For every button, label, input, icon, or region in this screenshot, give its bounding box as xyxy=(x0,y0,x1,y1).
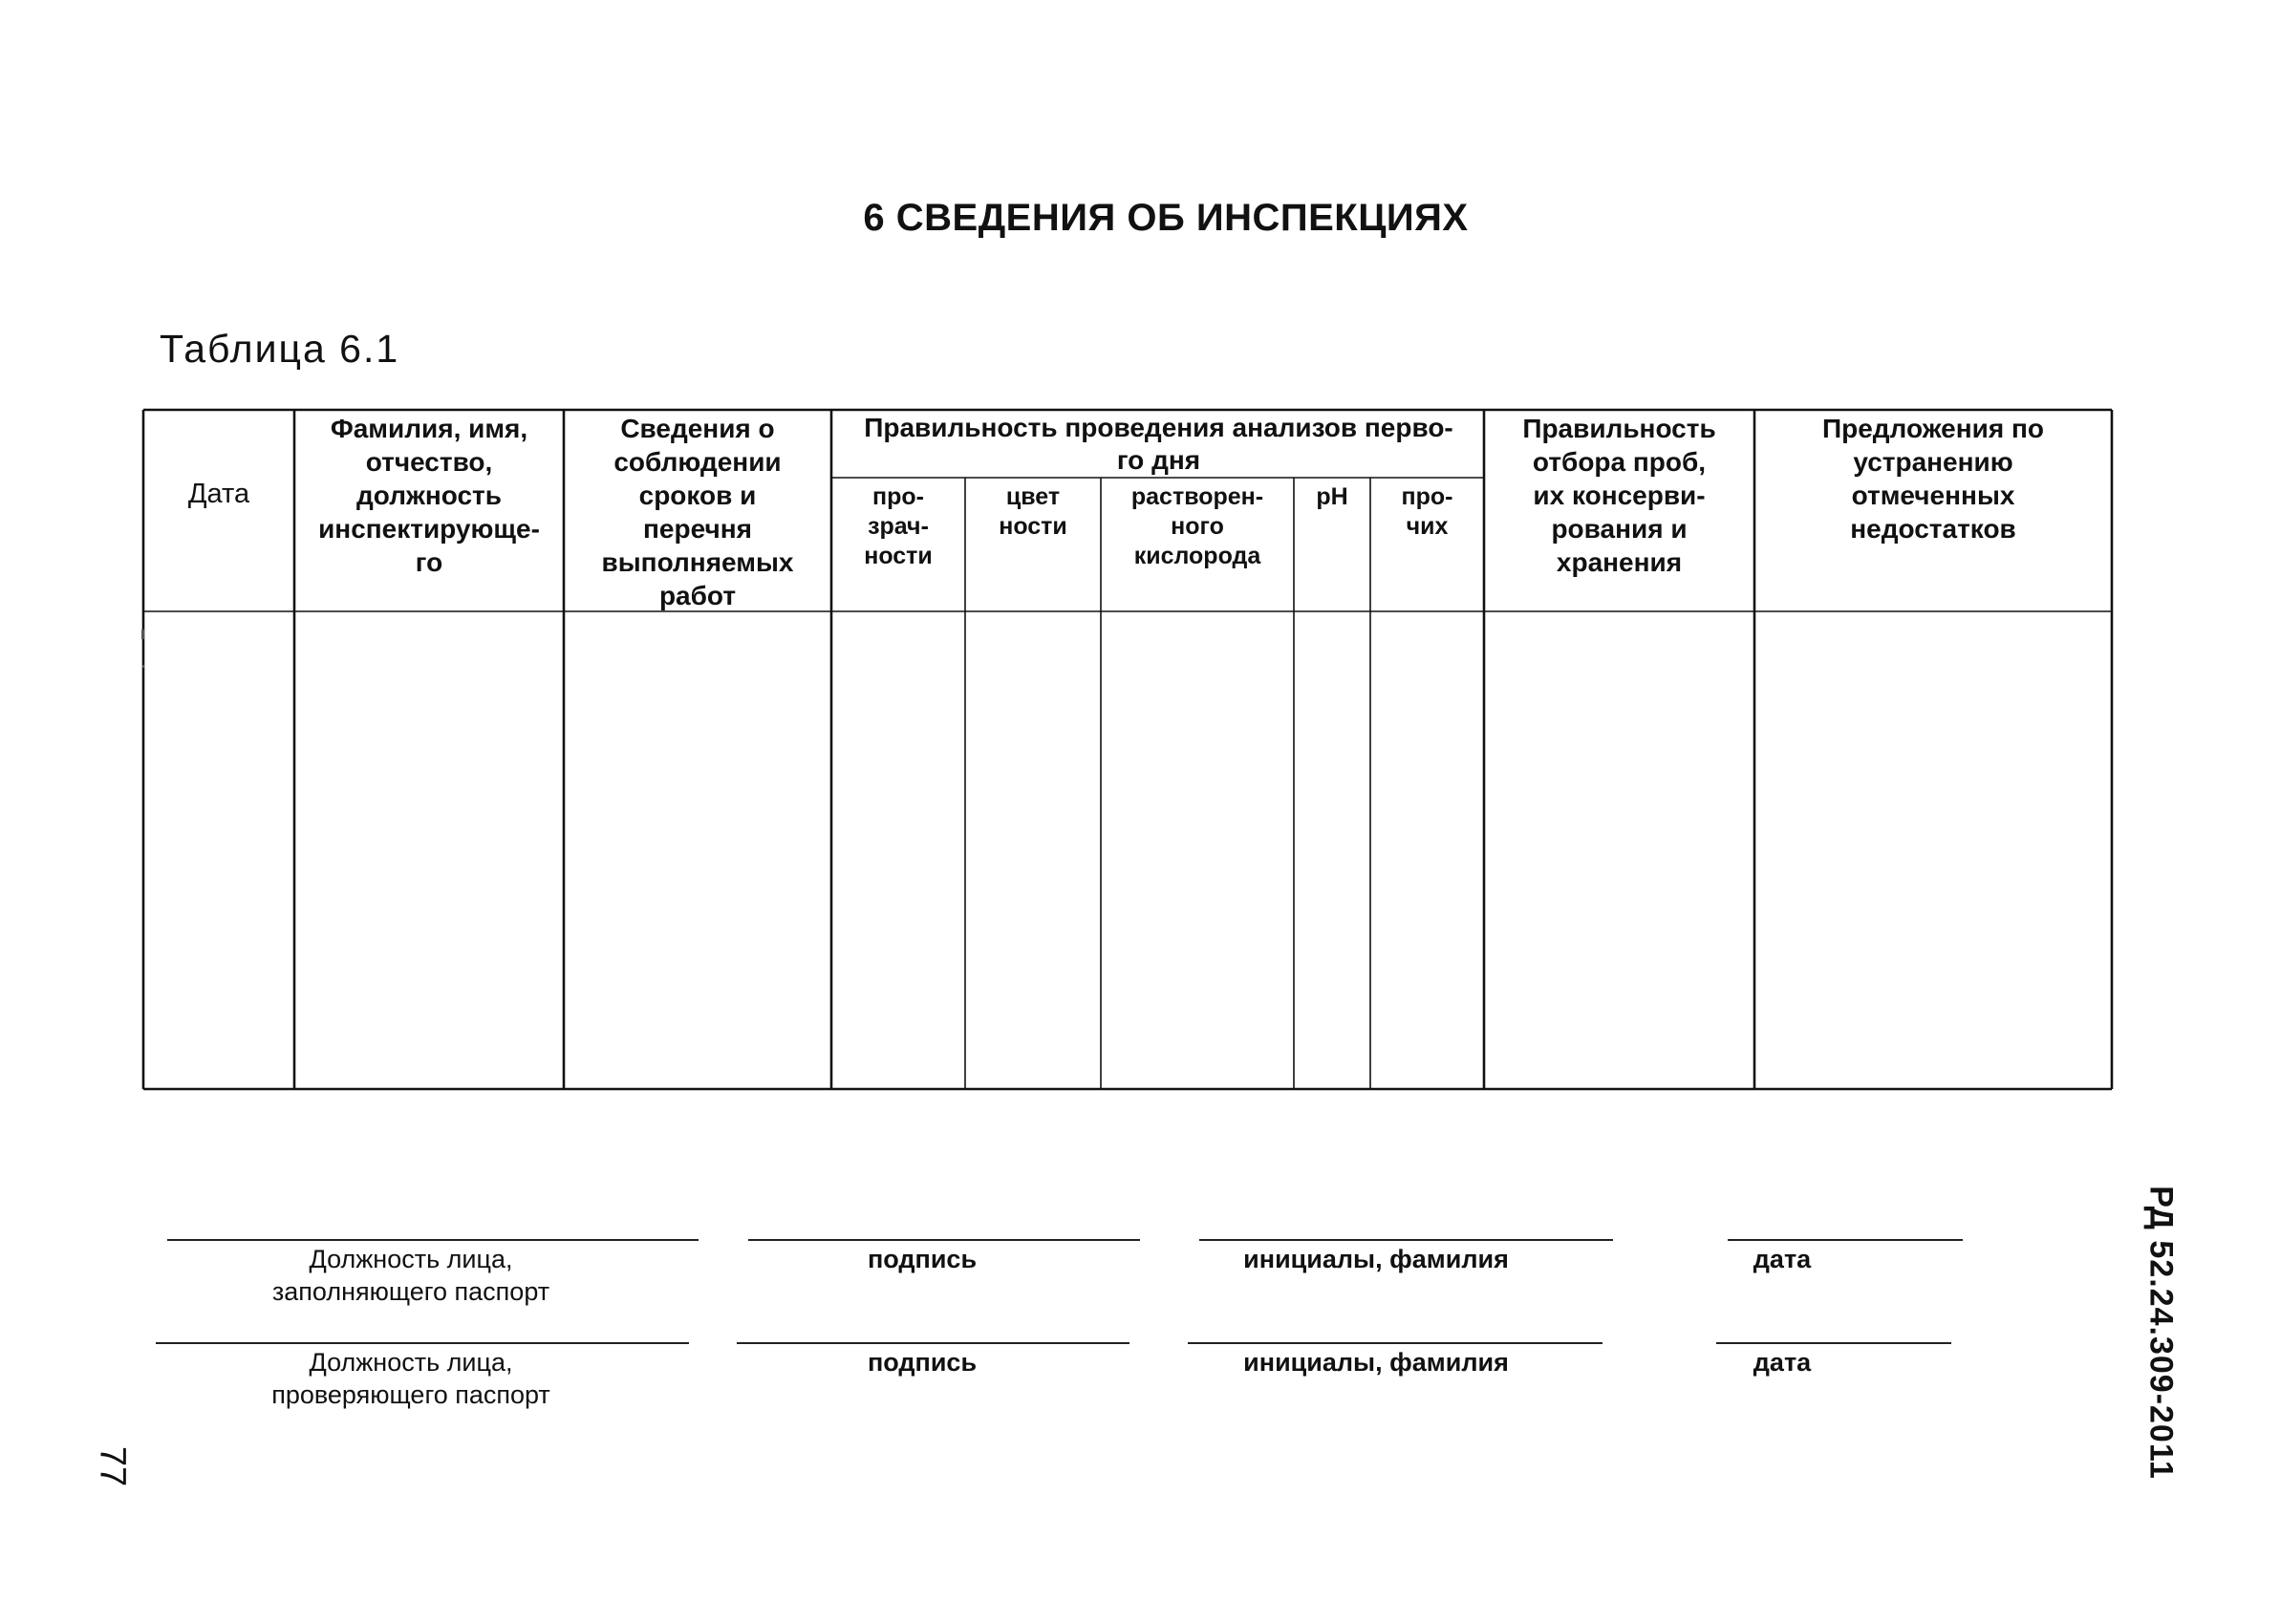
header-proposals: Предложения по устранению отмеченных недостатков xyxy=(1821,414,2045,544)
signature-line-signature xyxy=(748,1239,1140,1241)
header-sampling: Правильность отбора проб, их консерви- рования и хранения xyxy=(1522,414,1716,577)
subheader-oxygen: растворен- ного кислорода xyxy=(1130,483,1264,569)
subheader-ph: pH xyxy=(1316,483,1348,510)
signature-line-name xyxy=(1199,1239,1613,1241)
subheader-other: про- чих xyxy=(1401,483,1453,540)
header-analyses-group: Правильность проведения анализов перво- го дня xyxy=(864,413,1453,475)
page-number-text: 77 xyxy=(92,1445,133,1487)
signature-line-position xyxy=(156,1342,689,1344)
date-label: дата xyxy=(1753,1348,1812,1377)
scan-speck xyxy=(141,630,144,639)
date-label: дата xyxy=(1753,1245,1812,1273)
header-inspector: Фамилия, имя, отчество, должность инспектирующе- го xyxy=(318,414,540,577)
scan-speck xyxy=(142,665,144,668)
page-number xyxy=(88,1433,136,1500)
header-date: Дата xyxy=(187,479,250,509)
section-title: 6 СВЕДЕНИЯ ОБ ИНСПЕКЦИЯХ xyxy=(863,197,1469,239)
signature-label: подпись xyxy=(867,1348,978,1377)
subheader-color: цвет ности xyxy=(999,483,1067,540)
name-label: инициалы, фамилия xyxy=(1243,1245,1509,1273)
signature-label: подпись xyxy=(867,1245,978,1273)
signature-line-position xyxy=(167,1239,699,1241)
signature-line-date xyxy=(1728,1239,1963,1241)
header-compliance: Сведения о соблюдении сроков и перечня выполняемых работ xyxy=(601,414,794,610)
signature-line-signature xyxy=(737,1342,1129,1344)
document-code xyxy=(2127,1175,2194,1490)
table-caption: Таблица 6.1 xyxy=(160,327,400,371)
document-code-text: РД 52.24.309-2011 xyxy=(2142,1186,2180,1480)
name-label: инициалы, фамилия xyxy=(1243,1348,1509,1377)
position-label-checker: Должность лица, проверяющего паспорт xyxy=(271,1348,550,1409)
position-label-filler: Должность лица, заполняющего паспорт xyxy=(271,1245,550,1306)
subheader-transparency: про- зрач- ности xyxy=(864,483,933,569)
signature-line-name xyxy=(1188,1342,1602,1344)
signature-line-date xyxy=(1716,1342,1951,1344)
